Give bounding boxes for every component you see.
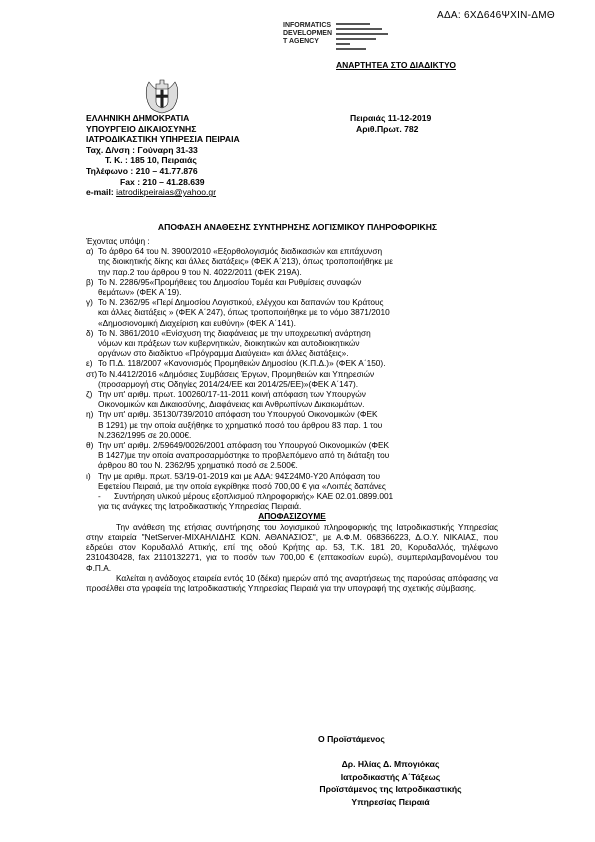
email-label: e-mail: (86, 187, 114, 198)
signatory-role: Ο Προϊστάμενος (318, 734, 385, 744)
logo-word: DEVELOPMEN (283, 30, 333, 37)
list-item (86, 440, 498, 471)
list-marker: γ) (86, 297, 93, 308)
list-line: Την υπ' αριθμ. 35130/739/2010 απόφαση του Υπουργού Οικονομικών (ΦΕΚ (98, 409, 378, 420)
list-marker: ε) (86, 358, 93, 369)
document-title: ΑΠΟΦΑΣΗ ΑΝΑΘΕΣΗΣ ΣΥΝΤΗΡΗΣΗΣ ΛΟΓΙΣΜΙΚΟΥ ΠΛΗΡΟΦΟΡΙΚΗΣ (157, 222, 438, 232)
email-link[interactable]: iatrodikpeiraias@yahoo.gr (116, 187, 217, 198)
list-line: Την υπ' αριθμ. 2/59649/0026/2001 απόφαση του Υπουργού Οικονομικών (ΦΕΚ (98, 440, 390, 451)
list-marker: στ) (86, 368, 98, 379)
considering-heading: Έχοντας υπόψη : (86, 236, 150, 246)
list-item (86, 471, 498, 491)
logo-word: INFORMATICS (283, 22, 332, 29)
list-line: και άλλες διατάξεις » (ΦΕΚ Α΄247), όπως τροποποιήθηκε με το νόμο 3871/2010 (98, 307, 390, 318)
phone-number: Τηλέφωνο : 210 – 41.77.876 (86, 165, 198, 176)
postal-code: Τ. Κ. : 185 10, Πειραιάς (105, 155, 197, 166)
sub-list-line: Συντήρηση υλικού μέρους εξοπλισμού πληροφορικής» ΚΑΕ 02.01.0899.001 (114, 491, 394, 502)
service-name: ΙΑΤΡΟΔΙΚΑΣΤΙΚΗ ΥΠΗΡΕΣΙΑ ΠΕΙΡΑΙΑ (86, 134, 240, 145)
list-line: της διοικητικής δίκης και άλλες διατάξεις» (ΦΕΚ Α΄213), όπως τροποποιήθηκε με (98, 256, 393, 267)
list-line: Β 1427)με την οποία αναπροσαρμόστηκε το προβλεπόμενο από τη διάταξη του (98, 450, 390, 461)
list-line: Το Ν. 3861/2010 «Ενίσχυση της διαφάνειας με την υποχρεωτική ανάρτηση (98, 327, 371, 338)
list-item (86, 358, 498, 368)
list-line: Ν.2362/1995 σε 20.000€. (98, 429, 192, 440)
decision-heading: ΑΠΟΦΑΣΙΖΟΥΜΕ (258, 511, 326, 522)
invitation-paragraph: Καλείται η ανάδοχος εταιρεία εντός 10 (δέκα) ημερών από της αναρτήσεως της παρούσας απόφασης να προσέλθει στα γραφεία της Ιατροδικαστικής Υπηρεσίας Πειραιά για την υπογραφή της σχετικής σύμβασης. (86, 572, 498, 593)
list-line: την παρ.2 του άρθρου 9 του Ν. 4022/2011 (ΦΕΚ 219Α). (98, 266, 302, 277)
sender-block (86, 113, 240, 198)
sub-list-line: για τις ανάγκες της Ιατροδικαστικής Υπηρεσίας Πειραιά. (98, 501, 302, 512)
ministry-name: ΥΠΟΥΡΓΕΙΟ ΔΙΚΑΙΟΣΥΝΗΣ (86, 123, 197, 134)
fax-number: Fax : 210 – 41.28.639 (120, 176, 205, 187)
list-line: Το Π.Δ. 118/2007 «Κανονισμός Προμηθειών Δημοσίου (Κ.Π.Δ.)» (ΦΕΚ Α΄150). (98, 358, 386, 369)
list-line: νόμων και πράξεων των κυβερνητικών, διοικητικών και αυτοδιοικητικών (98, 338, 360, 349)
list-line: Το Ν. 2362/95 «Περί Δημοσίου Λογιστικού, ελέγχου και δαπανών του Κράτους (98, 297, 384, 308)
list-line: θεμάτων» (ΦΕΚ Α΄19). (98, 287, 182, 298)
sub-list-dash: - (98, 491, 101, 502)
signatory-service: Υπηρεσίας Πειραιά (351, 796, 430, 807)
list-marker: ζ) (86, 389, 93, 400)
list-line: «Δημοσιονομική Διαχείριση και ευθύνη» (ΦΕΚ Α΄141). (98, 317, 296, 328)
ada-code: ΑΔΑ: 6ΧΔ646ΨΧΙΝ-ΔΜΘ (436, 10, 555, 21)
date-block (350, 113, 431, 134)
greek-coat-of-arms-icon (142, 76, 182, 114)
signatory-name: Δρ. Ηλίας Δ. Μπογιόκας (341, 759, 440, 769)
agency-logo-words (283, 22, 332, 52)
place-date: Πειραιάς 11-12-2019 (350, 113, 432, 123)
signatory-rank: Ιατροδικαστής Α΄Τάξεως (340, 771, 441, 782)
list-line: (προσαρμογή στις Οδηγίες 2014/24/ΕΕ και 2014/25/ΕΕ)»(ΦΕΚ Α΄147). (98, 378, 359, 389)
list-marker: η) (86, 409, 94, 420)
list-item (86, 277, 498, 297)
list-line: άρθρου 80 του Ν. 2362/95 χρηματικό ποσό σε 2.500€. (98, 460, 298, 471)
country-name: ΕΛΛΗΝΙΚΗ ΔΗΜΟΚΡΑΤΙΑ (86, 113, 190, 123)
list-item (86, 328, 498, 359)
list-line: Οικονομικών και Δικαιοσύνης, Διαφάνειας και Ανθρωπίνων Δικαιωμάτων. (98, 399, 365, 410)
email-row (86, 187, 240, 198)
list-line: Την με αριθμ. πρωτ. 53/19-01-2019 και με ΑΔΑ: 94Σ24Μ0-Υ20 Απόφαση του (98, 470, 381, 481)
list-line: Το Ν. 2286/95«Προμήθειες του Δημοσίου Τομέα και Ρυθμίσεις συναφών (98, 276, 362, 287)
document-body (86, 236, 498, 593)
signatory-block (93, 758, 595, 808)
list-line: Β 1291) με την οποία αυξήθηκε το χρηματικό ποσό του άρθρου 83 παρ. 1 του (98, 419, 383, 430)
decision-paragraph: Την ανάθεση της ετήσιας συντήρησης του λογισμικού πληροφορικής της Ιατροδικαστικής Υπηρεσίας στην εταιρεία "NetServer-ΜΙΧΑΗΛΙΔΗΣ ΚΩΝ. ΑΘΑΝΑΣΙΟΣ", με Α.Φ.Μ. 068366223, Δ.Ο.Υ. ΝΙΚΑΙΑΣ, που εδρεύει στον Κορυδαλλό Αττικής, επί της οδού Κρήτης αρ. 53, Τ.Κ. 181 20, Κορυδαλλός, τηλέφωνο 2310430428, fax 2110132271, για το ποσόν των 700,00 € (επτακοσίων ευρώ), συμπεριλαμβανομένου του Φ.Π.Α. (86, 521, 498, 573)
logo-word: T AGENCY (283, 38, 319, 45)
postal-address: Ταχ. Δ/νση : Γούναρη 31-33 (86, 144, 198, 155)
list-item (86, 297, 498, 328)
sub-list-item (86, 491, 498, 501)
logo-fine-print (336, 22, 396, 52)
list-item (86, 389, 498, 409)
list-line: Το Ν.4412/2016 «Δημόσιες Συμβάσεις Έργων, Προμηθειών και Υπηρεσιών (98, 368, 375, 379)
list-line: Την υπ' αριθμ. πρωτ. 100260/17-11-2011 κοινή απόφαση των Υπουργών (98, 389, 366, 400)
list-item (86, 409, 498, 440)
list-marker: ι) (86, 470, 91, 481)
list-line: Εφετείου Πειραιά, με την οποία εγκρίθηκε ποσό 700,00 € για «Λοιπές δαπάνες (98, 480, 386, 491)
list-item (86, 246, 498, 277)
list-item (86, 369, 498, 389)
list-marker: δ) (86, 327, 94, 338)
publish-online-note: ΑΝΑΡΤΗΤΕΑ ΣΤΟ ΔΙΑΔΙΚΤΥΟ (336, 60, 456, 70)
agency-logo (283, 22, 396, 52)
list-line: οργάνων στο διαδίκτυο «Πρόγραμμα Διαύγεια» και άλλες διατάξεις». (98, 348, 349, 359)
protocol-number: Αριθ.Πρωτ. 782 (356, 123, 419, 134)
signatory-position: Προϊστάμενος της Ιατροδικαστικής (319, 784, 462, 795)
list-line: Το άρθρο 64 του Ν. 3900/2010 «Εξορθολογισμός διαδικασιών και επιτάχυνση (98, 246, 383, 257)
list-marker: β) (86, 276, 94, 287)
list-marker: θ) (86, 440, 94, 451)
list-marker: α) (86, 246, 94, 257)
